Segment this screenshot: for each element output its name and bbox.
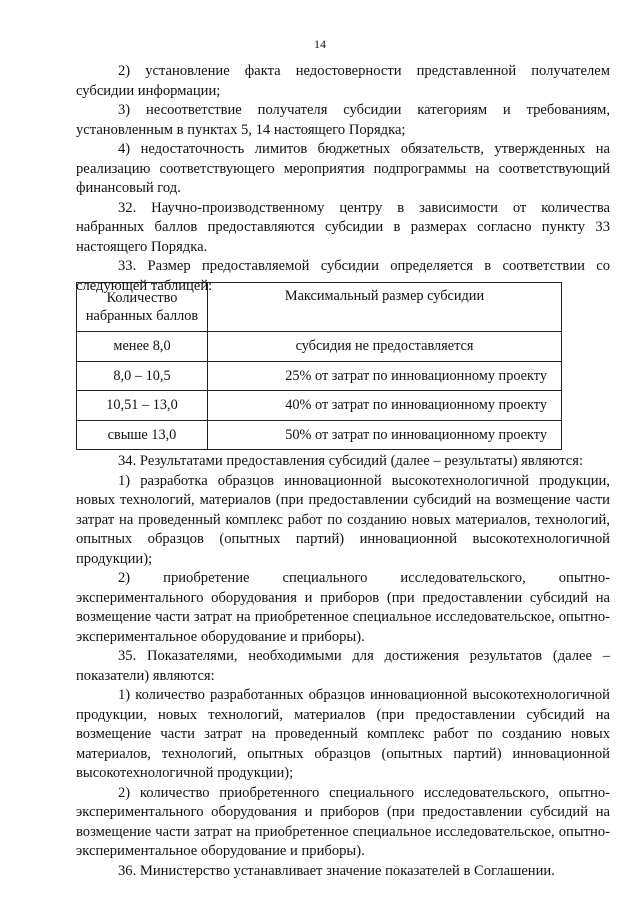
table-cell: менее 8,0 [77, 332, 208, 362]
table-row [77, 332, 562, 362]
page-number: 14 [314, 37, 326, 51]
table-cell: 8,0 – 10,5 [77, 361, 208, 391]
subsidy-table [76, 282, 562, 450]
paragraph: 1) количество разработанных образцов инновационной высокотехнологичной продукции, новых технологий, материалов (при предоставлении субсидий на возмещение части затрат на проведенный комплекс работ по созданию новых материалов, технологий, опытных образцов (опытных партий) инновационной высокотехнологичной продукции); [76, 687, 610, 781]
table-header-row [77, 283, 562, 332]
table-cell: 50% от затрат по инновационному проекту [208, 420, 562, 450]
table-row [77, 391, 562, 421]
table-header-cell: Максимальный размер субсидии [208, 283, 562, 332]
table-cell: 25% от затрат по инновационному проекту [208, 361, 562, 391]
paragraph: 36. Министерство устанавливает значение показателей в Соглашении. [118, 862, 555, 879]
paragraph: 32. Научно-производственному центру в зависимости от количества набранных баллов предоставляются субсидии в размерах согласно пункту 33 настоящего Порядка. [76, 199, 610, 255]
paragraph: 35. Показателями, необходимыми для достижения результатов (далее – показатели) являются: [76, 648, 610, 684]
paragraph: 33. Размер предоставляемой субсидии определяется в соответствии со следующей таблицей: [76, 258, 610, 294]
text-block-bottom [76, 452, 610, 881]
paragraph: 4) недостаточность лимитов бюджетных обязательств, утвержденных на реализацию соответствующего мероприятия подпрограммы на соответствующий финансовый год. [76, 141, 610, 196]
table-cell: свыше 13,0 [77, 420, 208, 450]
table-cell: 10,51 – 13,0 [77, 391, 208, 421]
table-header-cell: Количество набранных баллов [77, 283, 208, 332]
table-cell: субсидия не предоставляется [208, 332, 562, 362]
paragraph: 2) приобретение специального исследовательского, опытно-экспериментального оборудования и приборов (при предоставлении субсидий на возмещение части затрат на приобретенное специальное исследовательское, опытно-экспериментальное оборудование и приборы). [76, 570, 610, 645]
paragraph: 2) установление факта недостоверности представленной получателем субсидии информации; [76, 63, 610, 99]
table-row [77, 420, 562, 450]
paragraph: 3) несоответствие получателя субсидии категориям и требованиям, установленным в пунктах 5, 14 настоящего Порядка; [76, 102, 610, 138]
table-row [77, 361, 562, 391]
text-block-top [76, 62, 610, 296]
table-cell: 40% от затрат по инновационному проекту [208, 391, 562, 421]
paragraph: 1) разработка образцов инновационной высокотехнологичной продукции, новых технологий, материалов (при предоставлении субсидий на возмещение части затрат на проведенный комплекс работ по созданию новых материалов, технологий, опытных образцов (опытных партий) инновационной высокотехнологичной продукции); [76, 472, 610, 567]
paragraph: 2) количество приобретенного специального исследовательского, опытно-экспериментального оборудования и приборов (при предоставлении субсидий на возмещение части затрат на приобретенное специальное исследовательское, опытно-экспериментальное оборудование и приборы). [76, 784, 610, 859]
paragraph: 34. Результатами предоставления субсидий (далее – результаты) являются: [118, 453, 584, 469]
